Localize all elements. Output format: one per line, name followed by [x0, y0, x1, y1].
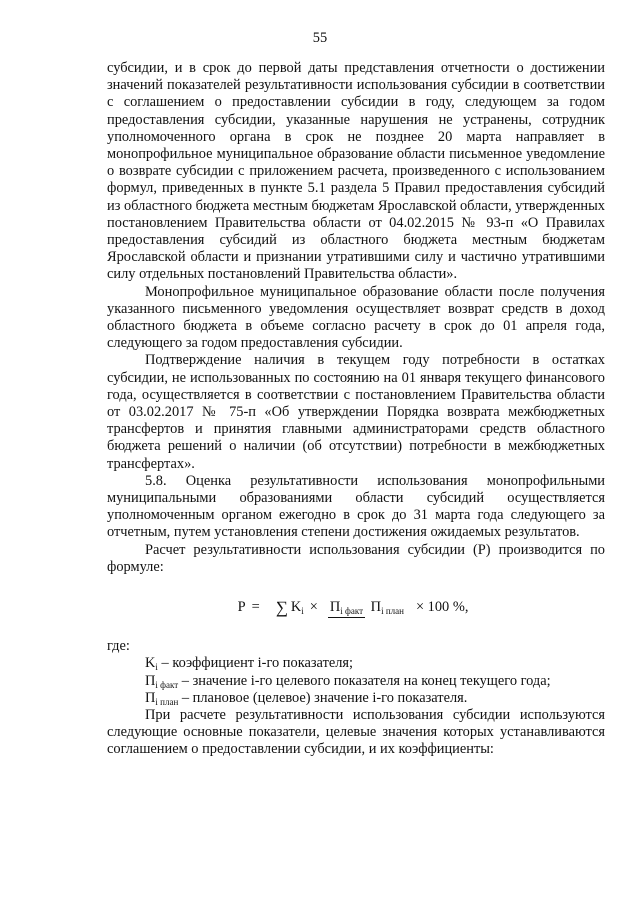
final-paragraph: При расчете результативности использования субсидии используются следующие основные показатели, целевые значения которых устанавливаются соглашением о предоставлении субсидии, и их коэффициенты:	[107, 706, 605, 758]
page-number: 55	[312, 30, 328, 46]
definition-p-fact	[107, 673, 605, 690]
def-symbol-k: K	[145, 655, 156, 672]
def-symbol-p-fact: П	[145, 672, 156, 689]
fraction-numerator	[328, 599, 365, 618]
def-sub-p-fact: i факт	[155, 679, 179, 690]
def-sub-k: i	[155, 662, 158, 673]
sum-symbol: ∑	[275, 598, 288, 618]
paragraph-4: 5.8. Оценка результативности использования монопрофильными муниципальными образованиями области субсидий осуществляется уполномоченным органом ежегодно в срок до 31 марта года следующего за отчетным, путем установления степени достижения ожидаемых результатов.	[107, 472, 605, 541]
paragraph-2: Монопрофильное муниципальное образование области после получения указанного письменного уведомления осуществляет возврат средств в доход областного бюджета в объеме согласно расчету в срок до 01 апреля года, следующего за годом предоставления субсидии.	[107, 283, 605, 352]
paragraph-3: Подтверждение наличия в текущем году потребности в остатках субсидии, не использованных по состоянию на 01 января текущего финансового года, осуществляется в соответствии с постановлением Правительства области от 03.02.2017 № 75-п «Об утверждении Порядка возврата межбюджетных трансфертов и принятия главными администраторами средств областного бюджета решений о наличии (об отсутствии) потребности в межбюджетных трансфертах».	[107, 352, 605, 472]
formula-equals: =	[251, 599, 260, 616]
definition-k	[107, 655, 605, 672]
formula-times-1: ×	[309, 599, 318, 616]
def-text-p-plan: – плановое (целевое) значение i-го показателя.	[178, 689, 468, 706]
definition-p-plan	[107, 690, 605, 707]
formula-lhs: Р	[237, 599, 246, 616]
paragraph-1: субсидии, и в срок до первой даты представления отчетности о достижении значений показателей результативности использования субсидии в соответствии с соглашением о предоставлении субсидии в году, следующем за годом предоставления субсидии, указанные нарушения не устранены, сотрудник уполномоченного органа в срок не позднее 20 марта направляет в монопрофильное муниципальное образование области письменное уведомление о возврате субсидии с приложением расчета, произведенного с использованием формул, приведенных в пункте 5.1 раздела 5 Правил предоставления субсидий из областного бюджета местным бюджетам Ярославской области, утвержденных постановлением Правительства области от 04.02.2015 № 93-п «О Правилах предоставления субсидий из областного бюджета местным бюджетам Ярославской области и признании утратившими силу и частично утратившими силу отдельных постановлений Правительства области».	[107, 60, 605, 283]
numerator-sub: i факт	[340, 605, 364, 616]
def-symbol-p-plan: П	[145, 689, 156, 706]
formula-fraction	[328, 598, 406, 618]
formula-tail: × 100 %,	[415, 599, 469, 616]
document-body	[107, 60, 605, 759]
denominator-symbol: П	[370, 598, 382, 615]
def-text-p-fact: – значение i-го целевого показателя на конец текущего года;	[178, 672, 551, 689]
numerator-symbol: П	[329, 598, 341, 615]
formula-k-symbol: K	[290, 599, 302, 616]
formula	[107, 581, 605, 635]
where-label: где:	[107, 638, 130, 655]
paragraph-5: Расчет результативности использования субсидии (Р) производится по формуле:	[107, 541, 605, 575]
formula-k-sub: i	[301, 606, 304, 617]
denominator-sub: i план	[381, 605, 404, 616]
formula-k	[291, 599, 304, 616]
def-sub-p-plan: i план	[155, 696, 179, 707]
def-text-k: – коэффициент i-го показателя;	[157, 655, 354, 672]
fraction-denominator	[369, 598, 406, 616]
